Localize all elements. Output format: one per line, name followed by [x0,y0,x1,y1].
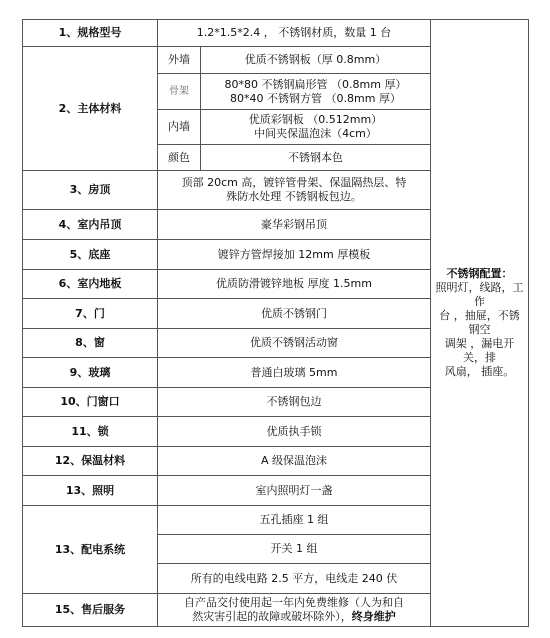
row-value: 优质不锈钢活动窗 [158,329,431,358]
row-value [158,594,431,627]
row-label: 9、玻璃 [23,358,158,388]
table-row [23,20,529,47]
row-value: 镀锌方管焊接加 12mm 厚模板 [158,240,431,270]
note-title: 不锈钢配置： [446,267,513,280]
row-value: 开关 1 组 [158,535,431,564]
row-label: 1、规格型号 [23,20,158,47]
row-value: 不锈钢包边 [158,388,431,417]
row-label: 11、锁 [23,417,158,447]
note-line: 风扇， 插座。 [444,365,515,378]
row-value: A 级保温泡沫 [158,447,431,476]
note-line: 照明灯，线路，工作 [435,281,524,308]
sub-label: 外墙 [158,47,201,74]
row-label: 10、门窗口 [23,388,158,417]
sub-value [201,74,431,110]
row-value-line: 殊防水处理 不锈钢板包边。 [226,190,362,203]
row-value: 五孔插座 1 组 [158,506,431,535]
row-value: 1.2*1.5*2.4 ， 不锈钢材质，数量 1 台 [158,20,431,47]
row-value: 优质执手锁 [158,417,431,447]
row-value [158,171,431,210]
note-line: 台 ，抽屉，不锈钢空 [439,309,520,336]
sub-value-line: 80*80 不锈钢扁形管 （0.8mm 厚） [224,77,407,91]
sub-value: 优质不锈钢板（厚 0.8mm） [201,47,431,74]
row-value: 室内照明灯一盏 [158,476,431,506]
row-label: 15、售后服务 [23,594,158,627]
row-label: 13、照明 [23,476,158,506]
row-label: 6、室内地板 [23,270,158,299]
sub-label: 骨架 [158,74,201,110]
sub-value-line: 优质彩钢板 （0.512mm） [248,113,383,126]
sub-label: 内墙 [158,110,201,145]
sub-value: 不锈钢本色 [201,145,431,171]
row-label: 4、室内吊顶 [23,210,158,240]
row-label: 2、主体材料 [23,47,158,171]
row-value-line [162,610,426,624]
sub-value [201,110,431,145]
row-value-line: 顶部 20cm 高，镀锌管骨架、保温隔热层、特 [181,176,407,189]
row-value-emphasis: 终身维护 [351,610,396,623]
row-value: 优质防滑镀锌地板 厚度 1.5mm [158,270,431,299]
sub-value-line: 80*40 不锈钢方管 （0.8mm 厚） [230,91,401,105]
sub-label: 颜色 [158,145,201,171]
row-label: 13、配电系统 [23,506,158,594]
note-cell [431,20,529,627]
note-line: 调架 ，漏电开关，排 [444,337,515,364]
row-label: 5、底座 [23,240,158,270]
row-value: 普通白玻璃 5mm [158,358,431,388]
row-label: 12、保温材料 [23,447,158,476]
row-label: 8、窗 [23,329,158,358]
row-value: 所有的电线电路 2.5 平方，电线走 240 伏 [158,564,431,594]
spec-table [22,19,529,627]
row-value: 豪华彩钢吊顶 [158,210,431,240]
row-value-text: 然灾害引起的故障或破坏除外）， [192,610,352,623]
sub-value-line: 中间夹保温泡沫（4cm） [254,127,377,140]
row-value: 优质不锈钢门 [158,299,431,329]
row-label: 3、房顶 [23,171,158,210]
row-value-line: 自产品交付使用起一年内免费维修（人为和自 [184,596,404,609]
row-label: 7、门 [23,299,158,329]
